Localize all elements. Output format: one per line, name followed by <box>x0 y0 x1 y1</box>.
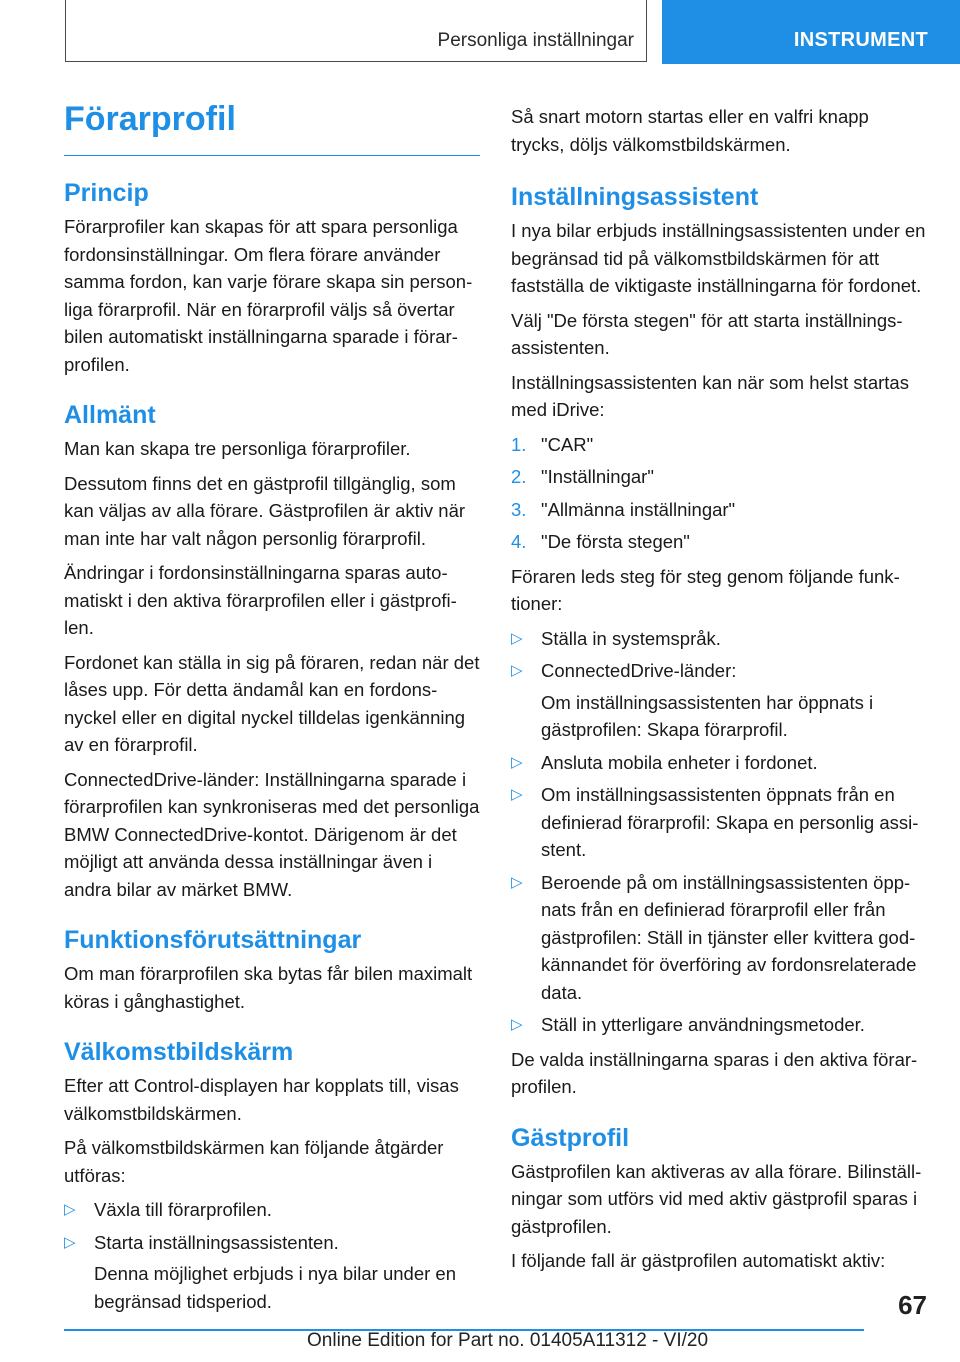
list-item <box>511 869 927 1007</box>
list-item <box>64 1196 480 1224</box>
paragraph: Inställningsassistenten kan när som helst startas med iDrive: <box>511 371 909 420</box>
paragraph: Välj "De första stegen" för att starta inställningsassistenten. <box>511 309 903 358</box>
triangle-right-icon: ▷ <box>511 1016 523 1033</box>
step-number: 1. <box>511 433 527 455</box>
page-number: 67 <box>898 1290 927 1320</box>
paragraph: Fordonet kan ställa in sig på föraren, redan när det låses upp. För detta ändamål kan en fordonsnyckel eller en digital nyckel tilldelas igenkänning av en förarprofil. <box>64 651 480 755</box>
page-title: Förarprofil <box>64 96 480 156</box>
paragraph: Föraren leds steg för steg genom följande funktioner: <box>511 565 900 614</box>
list-item-subtext: Om inställningsassistenten har öppnats i gästprofilen: Skapa förarprofil. <box>541 691 874 740</box>
paragraph: Efter att Control-displayen har kopplats till, visas välkomstbildskärmen. <box>64 1075 459 1124</box>
list-item <box>511 625 927 653</box>
step-text: "Inställningar" <box>541 466 654 487</box>
triangle-right-icon: ▷ <box>511 786 523 803</box>
paragraph: Om man förarprofilen ska bytas får bilen maximalt köras i gånghastighet. <box>64 963 473 1012</box>
step-number: 2. <box>511 466 527 487</box>
list-item-text: Ställ in ytterligare användningsmetoder. <box>541 1014 865 1035</box>
paragraph: På välkomstbildskärmen kan följande åtgärder utföras: <box>64 1137 444 1186</box>
header-chapter-label: INSTRUMENT <box>793 29 928 51</box>
step-item <box>511 431 927 459</box>
list-item <box>511 749 927 777</box>
step-text: "CAR" <box>541 433 594 455</box>
left-column <box>64 96 480 1322</box>
heading-princip: Princip <box>64 179 149 207</box>
header-section-title: Personliga inställningar <box>437 30 634 51</box>
idrive-steps-list <box>511 431 927 556</box>
list-item-text: ConnectedDrive-länder: <box>541 660 737 681</box>
heading-funktionsforutsattningar: Funktionsförutsättningar <box>64 926 362 954</box>
list-item-text: Om inställningsassistenten öppnats från en definierad förarprofil: Skapa en personlig assistent. <box>541 784 919 860</box>
heading-allmant: Allmänt <box>64 401 156 429</box>
heading-installningsassistent: Inställningsassistent <box>511 183 759 211</box>
list-item-text: Ansluta mobila enheter i fordonet. <box>541 751 818 773</box>
welcome-actions-list <box>64 1196 480 1315</box>
step-item <box>511 496 927 524</box>
step-number: 4. <box>511 531 527 552</box>
triangle-right-icon: ▷ <box>511 873 523 891</box>
paragraph: I följande fall är gästprofilen automatiskt aktiv: <box>511 1250 886 1271</box>
triangle-right-icon: ▷ <box>511 629 523 647</box>
triangle-right-icon: ▷ <box>64 1233 76 1251</box>
footer-edition: Online Edition for Part no. 01405A11312 - VI/20 <box>307 1330 709 1351</box>
paragraph: Dessutom finns det en gästprofil tillgänglig, som kan väljas av alla förare. Gästprofilen är aktiv när man inte har valt någon personlig förarprofil. <box>64 472 466 549</box>
list-item <box>64 1229 480 1316</box>
heading-gastprofil: Gästprofil <box>511 1123 630 1152</box>
list-item-text: Växla till förarprofilen. <box>94 1199 272 1220</box>
paragraph: Man kan skapa tre personliga förarprofiler. <box>64 438 411 459</box>
list-item-text: Beroende på om inställningsassistenten öppnats från en definierad förarprofil eller från gästprofilen: Ställ in tjänster eller kvittera godkännandet för överföring av fordonsrelaterade data. <box>541 871 917 1003</box>
assistant-functions-list <box>511 625 927 1039</box>
triangle-right-icon: ▷ <box>511 753 523 771</box>
step-text: "Allmänna inställningar" <box>541 498 736 520</box>
paragraph: Så snart motorn startas eller en valfri knapp trycks, döljs välkomstbildskärmen. <box>511 106 869 155</box>
paragraph: Gästprofilen kan aktiveras av alla förare. Bilinställningar som utförs vid med aktiv gästprofil sparas i gästprofilen. <box>511 1160 922 1237</box>
step-number: 3. <box>511 498 527 520</box>
paragraph: Ändringar i fordonsinställningarna sparas automatiskt i den aktiva förarprofilen eller i gästprofilen. <box>64 562 457 638</box>
list-item-text: Ställa in systemspråk. <box>541 627 721 649</box>
paragraph: Förarprofiler kan skapas för att spara personliga fordonsinställningar. Om flera förare använder samma fordon, kan varje förare skapa sin personliga förarprofil. När en förarprofil väljs så övertar bilen automatiskt inställningarna sparade i förarprofilen. <box>64 216 473 375</box>
step-item <box>511 528 927 556</box>
list-item <box>511 781 927 864</box>
list-item <box>511 1011 927 1039</box>
right-column <box>511 103 927 1282</box>
paragraph: De valda inställningarna sparas i den aktiva förarprofilen. <box>511 1048 918 1097</box>
triangle-right-icon: ▷ <box>511 662 523 679</box>
header-chapter-tab[interactable] <box>662 0 960 64</box>
paragraph: ConnectedDrive-länder: Inställningarna sparade i förarprofilen kan synkroniseras med det personliga BMW ConnectedDrive-kontot. Därigenom är det möjligt att använda dessa inställningar även i andra bilar av märket BMW. <box>64 768 480 900</box>
step-text: "De första stegen" <box>541 531 690 552</box>
step-item <box>511 463 927 491</box>
heading-valkomstbildskarm: Välkomstbildskärm <box>64 1038 294 1066</box>
list-item-subtext: Denna möjlighet erbjuds i nya bilar under en begränsad tidsperiod. <box>94 1263 456 1312</box>
paragraph: I nya bilar erbjuds inställningsassistenten under en begränsad tid på välkomstbildskärmen för att fastställa de viktigaste inställningarna för fordonet. <box>511 220 926 296</box>
header-frame <box>65 0 647 62</box>
list-item <box>511 657 927 744</box>
triangle-right-icon: ▷ <box>64 1201 76 1218</box>
list-item-text: Starta inställningsassistenten. <box>94 1231 339 1253</box>
